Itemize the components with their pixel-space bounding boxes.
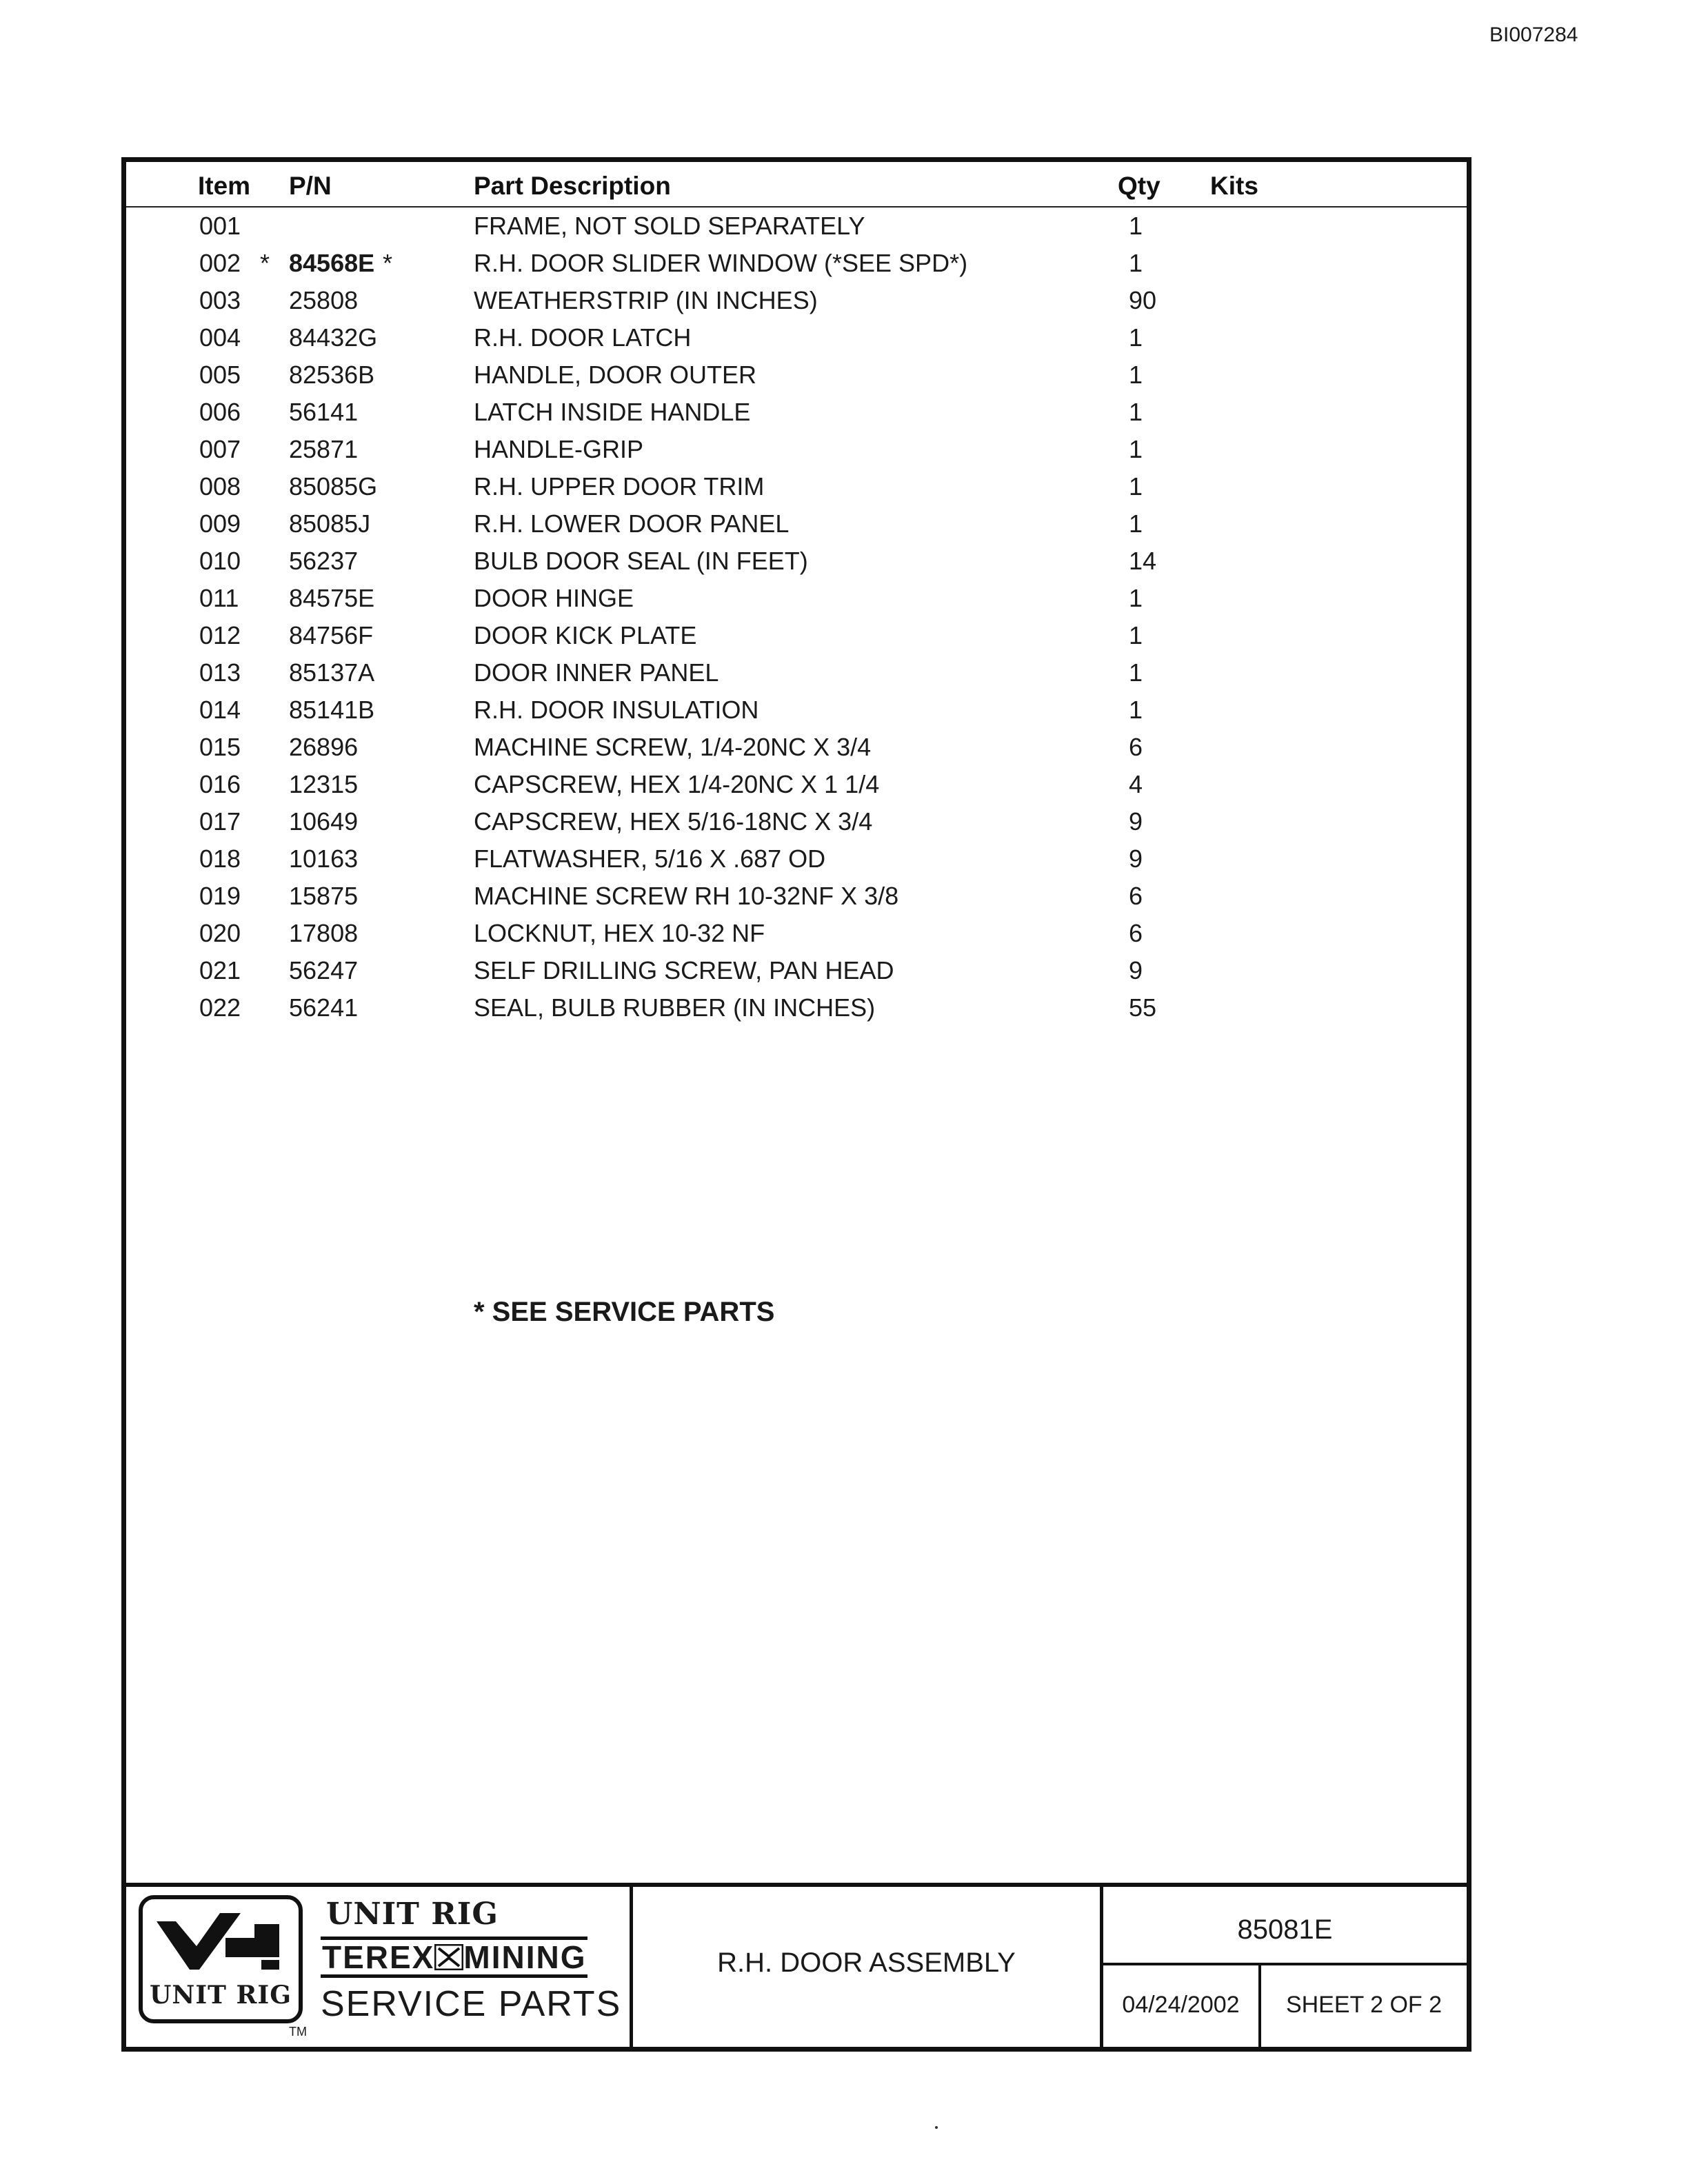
part-description: HANDLE, DOOR OUTER	[474, 361, 757, 389]
part-description: HANDLE-GRIP	[474, 435, 644, 463]
table-row	[126, 584, 1467, 621]
drawing-number: 85081E	[1237, 1914, 1333, 1945]
item-number: 002	[199, 249, 241, 277]
column-header-pn: P/N	[289, 172, 332, 200]
title-block-divider	[1100, 1963, 1467, 1965]
part-number: 56237	[289, 547, 359, 575]
table-row	[126, 696, 1467, 733]
assembly-title: R.H. DOOR ASSEMBLY	[717, 1948, 1016, 1978]
column-header-qty: Qty	[1118, 172, 1160, 200]
part-description: BULB DOOR SEAL (IN FEET)	[474, 547, 808, 575]
column-header-item: Item	[198, 172, 251, 200]
table-row	[126, 658, 1467, 696]
part-number: 56241	[289, 993, 359, 1022]
unit-rig-logo	[139, 1895, 303, 2023]
trademark-symbol: TM	[289, 2025, 307, 2039]
item-number: 010	[199, 547, 241, 575]
item-number: 017	[199, 807, 241, 836]
service-parts-note: * SEE SERVICE PARTS	[474, 1297, 775, 1327]
part-description: CAPSCREW, HEX 1/4-20NC X 1 1/4	[474, 770, 880, 798]
part-description: DOOR KICK PLATE	[474, 621, 697, 649]
quantity: 6	[1129, 919, 1143, 947]
table-row	[126, 323, 1467, 361]
quantity: 1	[1129, 361, 1143, 389]
table-row	[126, 435, 1467, 472]
table-row	[126, 993, 1467, 1031]
item-number: 019	[199, 882, 241, 910]
item-number: 009	[199, 509, 241, 538]
quantity: 14	[1129, 547, 1157, 575]
part-description: FRAME, NOT SOLD SEPARATELY	[474, 212, 865, 240]
part-description: R.H. DOOR SLIDER WINDOW (*SEE SPD*)	[474, 249, 968, 277]
table-row	[126, 807, 1467, 845]
brand-terex-mining	[321, 1937, 587, 1978]
part-number: 82536B	[289, 361, 375, 389]
quantity: 1	[1129, 323, 1143, 352]
table-row	[126, 361, 1467, 398]
table-row	[126, 547, 1467, 584]
service-part-marker: *	[383, 249, 393, 277]
table-row	[126, 621, 1467, 658]
part-description: FLATWASHER, 5/16 X .687 OD	[474, 845, 826, 873]
item-number: 016	[199, 770, 241, 798]
part-number: 56247	[289, 956, 359, 984]
item-number: 013	[199, 658, 241, 687]
part-number: 85141B	[289, 696, 375, 724]
quantity: 90	[1129, 286, 1157, 314]
item-number: 014	[199, 696, 241, 724]
item-number: 015	[199, 733, 241, 761]
item-number: 008	[199, 472, 241, 501]
part-description: DOOR HINGE	[474, 584, 634, 612]
quantity: 1	[1129, 249, 1143, 277]
table-row	[126, 882, 1467, 919]
table-row	[126, 733, 1467, 770]
item-number: 006	[199, 398, 241, 426]
sheet-number: SHEET 2 OF 2	[1285, 1992, 1443, 2018]
item-number: 020	[199, 919, 241, 947]
quantity: 1	[1129, 621, 1143, 649]
parts-list-frame	[121, 157, 1471, 2052]
part-number: 10649	[289, 807, 359, 836]
column-header-description: Part Description	[474, 172, 671, 200]
part-description: R.H. LOWER DOOR PANEL	[474, 509, 790, 538]
brand-terex: TEREX	[322, 1939, 435, 1975]
item-number: 012	[199, 621, 241, 649]
part-number: 12315	[289, 770, 359, 798]
item-number: 022	[199, 993, 241, 1022]
quantity: 1	[1129, 398, 1143, 426]
item-number: 005	[199, 361, 241, 389]
item-number: 021	[199, 956, 241, 984]
page-speck	[935, 2126, 938, 2129]
quantity: 1	[1129, 435, 1143, 463]
table-row	[126, 956, 1467, 993]
column-header-kits: Kits	[1210, 172, 1258, 200]
part-number: 85085G	[289, 472, 378, 501]
part-description: MACHINE SCREW RH 10-32NF X 3/8	[474, 882, 899, 910]
title-block-divider	[1100, 1887, 1103, 2047]
table-row	[126, 845, 1467, 882]
quantity: 9	[1129, 807, 1143, 836]
quantity: 4	[1129, 770, 1143, 798]
part-number: 15875	[289, 882, 359, 910]
quantity: 55	[1129, 993, 1157, 1022]
quantity: 9	[1129, 845, 1143, 873]
brand-service-parts: SERVICE PARTS	[321, 1984, 622, 2024]
unit-rig-emblem-icon	[151, 1906, 292, 1975]
table-row	[126, 398, 1467, 435]
item-number: 004	[199, 323, 241, 352]
part-description: MACHINE SCREW, 1/4-20NC X 3/4	[474, 733, 872, 761]
table-row	[126, 770, 1467, 807]
table-row	[126, 472, 1467, 509]
part-number: 25871	[289, 435, 359, 463]
issue-date: 04/24/2002	[1122, 1992, 1240, 2018]
part-description: LATCH INSIDE HANDLE	[474, 398, 751, 426]
item-number: 018	[199, 845, 241, 873]
part-number: 56141	[289, 398, 359, 426]
part-number: 84568E	[289, 249, 375, 277]
logo-wordmark: UNIT RIG	[150, 1981, 292, 2010]
item-number: 007	[199, 435, 241, 463]
quantity: 6	[1129, 733, 1143, 761]
table-row	[126, 249, 1467, 286]
title-block	[126, 1883, 1467, 2047]
part-description: DOOR INNER PANEL	[474, 658, 719, 687]
part-number: 85137A	[289, 658, 375, 687]
header-divider	[126, 206, 1467, 208]
part-description: R.H. DOOR LATCH	[474, 323, 692, 352]
part-number: 26896	[289, 733, 359, 761]
item-number: 011	[199, 584, 239, 612]
service-part-marker: *	[260, 249, 270, 277]
table-row	[126, 919, 1467, 956]
quantity: 6	[1129, 882, 1143, 910]
quantity: 1	[1129, 658, 1143, 687]
table-row	[126, 509, 1467, 547]
part-number: 10163	[289, 845, 359, 873]
table-row	[126, 286, 1467, 323]
quantity: 1	[1129, 509, 1143, 538]
part-description: R.H. DOOR INSULATION	[474, 696, 759, 724]
item-number: 003	[199, 286, 241, 314]
quantity: 1	[1129, 472, 1143, 501]
terex-mark-icon	[434, 1944, 463, 1970]
part-description: SEAL, BULB RUBBER (IN INCHES)	[474, 993, 876, 1022]
part-number: 84432G	[289, 323, 378, 352]
part-description: WEATHERSTRIP (IN INCHES)	[474, 286, 818, 314]
part-description: R.H. UPPER DOOR TRIM	[474, 472, 765, 501]
brand-mining: MINING	[463, 1939, 587, 1975]
item-number: 001	[199, 212, 241, 240]
part-number: 84756F	[289, 621, 374, 649]
part-number: 85085J	[289, 509, 371, 538]
quantity: 9	[1129, 956, 1143, 984]
part-description: LOCKNUT, HEX 10-32 NF	[474, 919, 765, 947]
part-description: CAPSCREW, HEX 5/16-18NC X 3/4	[474, 807, 873, 836]
quantity: 1	[1129, 584, 1143, 612]
quantity: 1	[1129, 696, 1143, 724]
table-row	[126, 212, 1467, 249]
part-number: 25808	[289, 286, 359, 314]
part-number: 84575E	[289, 584, 375, 612]
quantity: 1	[1129, 212, 1143, 240]
part-description: SELF DRILLING SCREW, PAN HEAD	[474, 956, 894, 984]
part-number: 17808	[289, 919, 359, 947]
document-id: BI007284	[1489, 23, 1578, 46]
brand-unit-rig: UNIT RIG	[326, 1897, 499, 1932]
